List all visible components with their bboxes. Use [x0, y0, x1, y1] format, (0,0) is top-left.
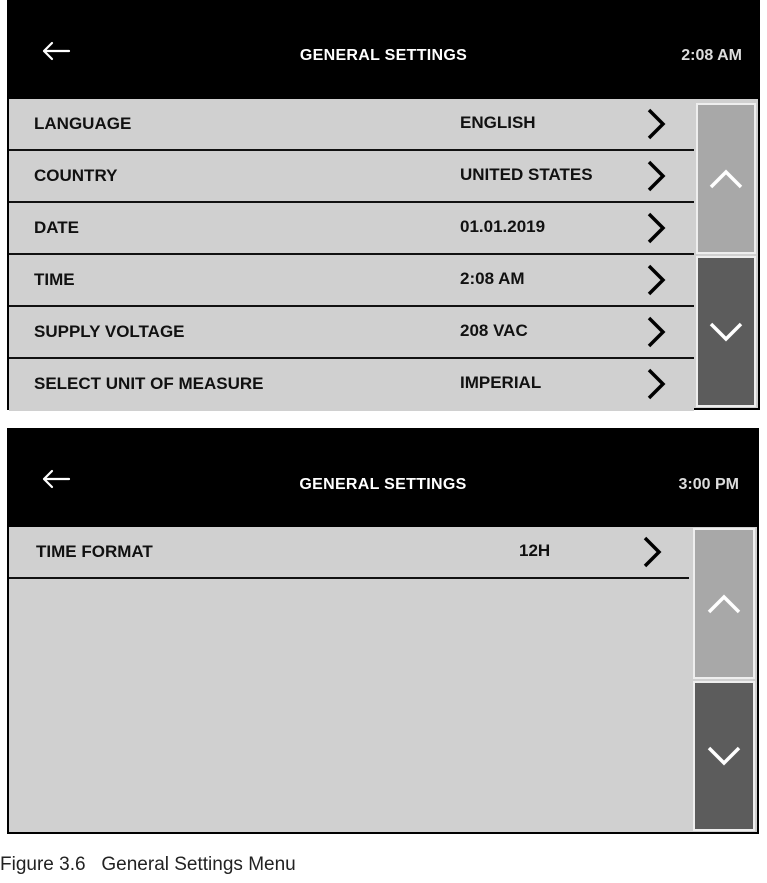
settings-screen-1 [7, 0, 760, 410]
page-title: GENERAL SETTINGS [299, 47, 468, 64]
chevron-right-icon [641, 535, 663, 569]
settings-list [9, 99, 694, 411]
chevron-right-icon [645, 367, 667, 401]
row-label: COUNTRY [34, 166, 118, 185]
row-label: TIME FORMAT [36, 542, 153, 561]
row-value: 12H [519, 541, 551, 560]
chevron-right-icon [645, 315, 667, 349]
chevron-right-icon [645, 107, 667, 141]
page-title: GENERAL SETTINGS [299, 476, 467, 493]
settings-row-time[interactable] [9, 255, 694, 307]
chevron-up-icon [706, 593, 742, 615]
settings-row-supply-voltage[interactable] [9, 307, 694, 359]
row-value: UNITED STATES [460, 165, 593, 184]
settings-screen-2 [7, 428, 759, 834]
settings-row-time-format[interactable] [9, 527, 689, 579]
row-value: 208 VAC [460, 321, 528, 340]
row-value: 01.01.2019 [460, 217, 546, 236]
row-label: SELECT UNIT OF MEASURE [34, 374, 264, 393]
row-value: ENGLISH [460, 113, 536, 132]
row-value: 2:08 AM [460, 269, 525, 288]
scroll-down-button[interactable] [693, 681, 755, 831]
settings-list [9, 527, 689, 579]
chevron-right-icon [645, 263, 667, 297]
settings-row-unit-of-measure[interactable] [9, 359, 694, 411]
settings-row-country[interactable] [9, 151, 694, 203]
scroll-up-button[interactable] [693, 528, 755, 679]
clock: 3:00 PM [678, 476, 739, 493]
chevron-down-icon [708, 321, 744, 343]
scroll-down-button[interactable] [696, 256, 756, 407]
settings-row-date[interactable] [9, 203, 694, 255]
row-label: SUPPLY VOLTAGE [34, 322, 185, 341]
row-label: DATE [34, 218, 80, 237]
chevron-right-icon [645, 159, 667, 193]
clock: 2:08 AM [681, 47, 742, 64]
title-bar [9, 430, 757, 527]
figure-caption: Figure 3.6 General Settings Menu [0, 854, 296, 875]
row-label: LANGUAGE [34, 114, 132, 133]
chevron-down-icon [706, 745, 742, 767]
scroll-up-button[interactable] [696, 103, 756, 254]
row-label: TIME [34, 270, 75, 289]
chevron-up-icon [708, 168, 744, 190]
row-value: IMPERIAL [460, 373, 542, 392]
settings-row-language[interactable] [9, 99, 694, 151]
title-bar [9, 2, 758, 99]
chevron-right-icon [645, 211, 667, 245]
